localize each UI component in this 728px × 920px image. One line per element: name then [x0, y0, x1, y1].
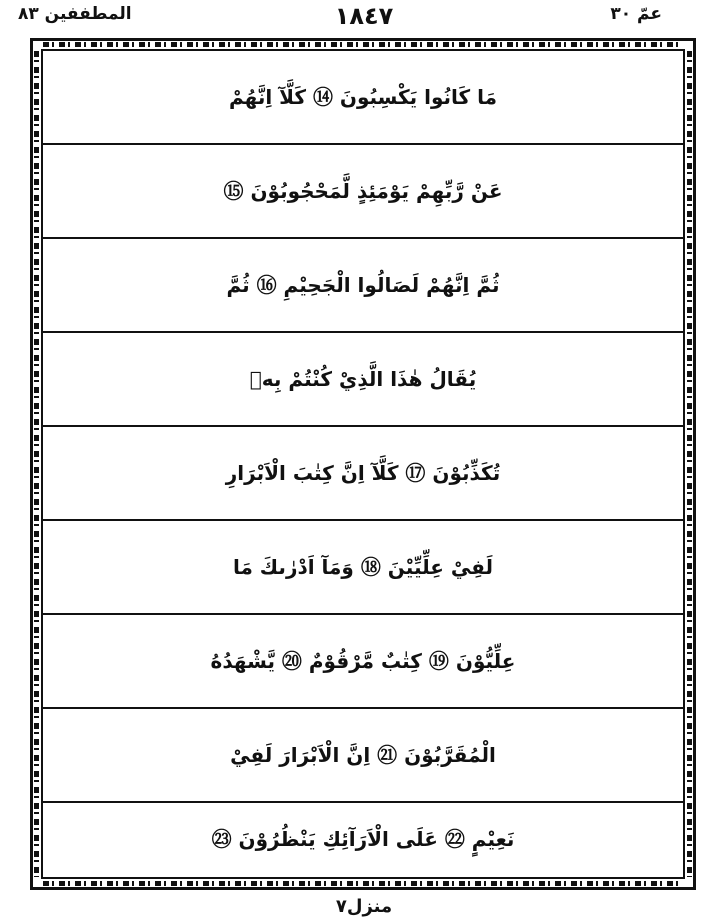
- verse-line-8: الْمُقَرَّبُوْنَ ㉑ اِنَّ الْاَبْرَارَ لَفِيْ: [230, 743, 496, 767]
- verse-line-4: يُقَالُ هٰذَا الَّذِيْ كُنْتُمْ بِهٖ: [249, 367, 477, 391]
- page-number: ١٨٤٧: [334, 2, 394, 30]
- verse-line-1: مَا كَانُوا يَكْسِبُونَ ⑭ كَلَّآ اِنَّهُمْ: [228, 85, 498, 109]
- surah-name-header: المطففين ٨٣: [18, 4, 132, 24]
- verse-line-6: لَفِيْ عِلِّيِّيْنَ ⑱ وَمَآ اَدْرٰىكَ مَا: [232, 555, 494, 579]
- manzil-footer: منزل٧: [335, 896, 393, 917]
- frame-border-decoration: [687, 51, 692, 877]
- verse-line-5: تُكَذِّبُوْنَ ⑰ كَلَّآ اِنَّ كِتٰبَ الْاَبْرَارِ: [225, 461, 501, 485]
- verse-line-9: نَعِيْمٍ ㉒ عَلَى الْاَرَآئِكِ يَنْظُرُوْنَ ㉓: [211, 827, 515, 851]
- frame-border-decoration: [43, 42, 683, 47]
- text-panel: [41, 49, 685, 879]
- para-label: عمّ ٣٠: [610, 4, 662, 24]
- verse-line-3: ثُمَّ اِنَّهُمْ لَصَالُوا الْجَحِيْمِ ⑯ ثُمَّ: [226, 273, 500, 297]
- verse-line-2: عَنْ رَّبِّهِمْ يَوْمَئِذٍ لَّمَحْجُوبُوْنَ ⑮: [223, 179, 503, 203]
- verse-line-7: عِلِّيُّوْنَ ⑲ كِتٰبٌ مَّرْقُوْمٌ ⑳ يَّشْهَدُهُ: [210, 649, 516, 673]
- page-frame: [30, 38, 696, 890]
- frame-border-decoration: [34, 51, 39, 877]
